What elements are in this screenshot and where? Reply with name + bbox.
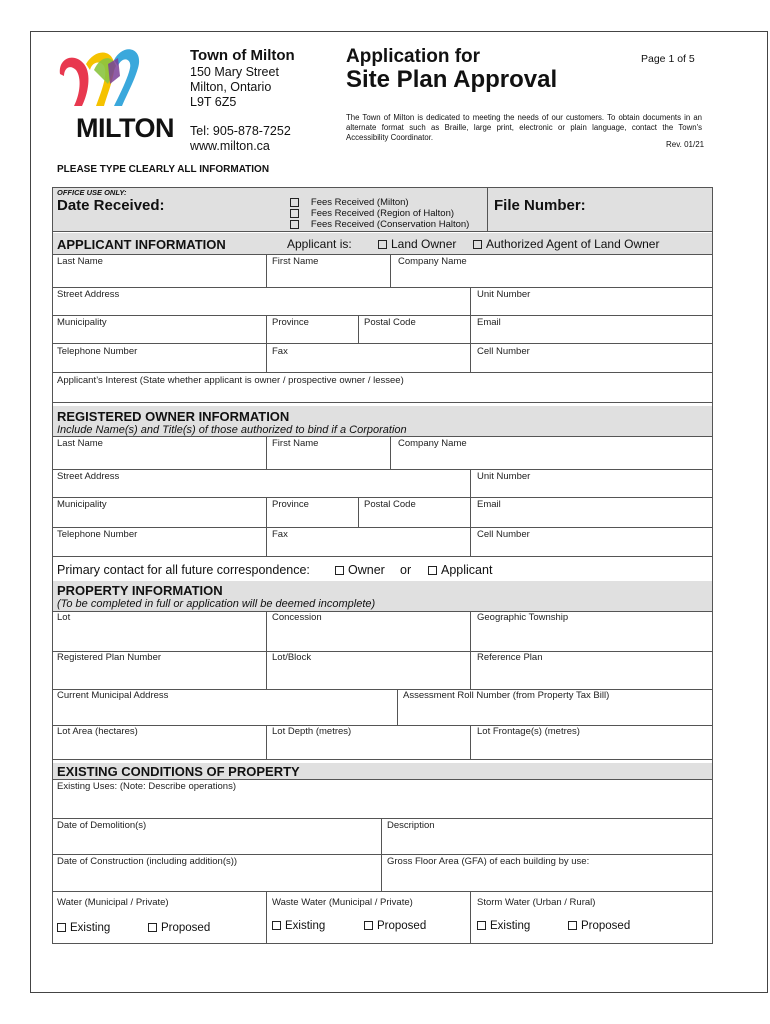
owner-street-field[interactable]: Street Address xyxy=(57,471,120,482)
water-proposed-option[interactable]: Proposed xyxy=(148,922,210,934)
roll-number-field[interactable]: Assessment Roll Number (from Property Tax Bill) xyxy=(403,690,610,701)
contact-applicant-option[interactable]: Applicant xyxy=(428,563,492,577)
owner-cell-field[interactable]: Cell Number xyxy=(477,529,530,540)
owner-title: REGISTERED OWNER INFORMATION xyxy=(57,409,290,424)
office-use-label: OFFICE USE ONLY: xyxy=(57,188,127,197)
water-existing-option[interactable]: Existing xyxy=(57,922,110,934)
owner-telephone-field[interactable]: Telephone Number xyxy=(57,529,138,540)
lot-block-field[interactable]: Lot/Block xyxy=(272,652,312,663)
applicant-is-label: Applicant is: xyxy=(287,237,352,251)
revision: Rev. 01/21 xyxy=(666,140,705,149)
description-field[interactable]: Description xyxy=(387,820,435,831)
contact-owner-option[interactable]: Owner xyxy=(335,563,385,577)
fax-field[interactable]: Fax xyxy=(272,346,288,357)
demolition-date-field[interactable]: Date of Demolition(s) xyxy=(57,820,147,831)
applicant-interest-field[interactable]: Applicant’s Interest (State whether applicant is owner / prospective owner / lessee) xyxy=(57,375,404,386)
lot-area-field[interactable]: Lot Area (hectares) xyxy=(57,726,138,737)
lot-field[interactable]: Lot xyxy=(57,612,71,623)
postal-code-field[interactable]: Postal Code xyxy=(364,317,416,328)
page-number: Page 1 of 5 xyxy=(641,53,695,65)
storm-water-label: Storm Water (Urban / Rural) xyxy=(477,897,596,908)
reference-plan-field[interactable]: Reference Plan xyxy=(477,652,543,663)
checkbox-icon xyxy=(290,198,299,207)
waste-existing-option[interactable]: Existing xyxy=(272,920,325,932)
checkbox-icon xyxy=(148,923,157,932)
postal-code: L9T 6Z5 xyxy=(190,95,237,109)
first-name-field[interactable]: First Name xyxy=(272,256,319,267)
checkbox-icon xyxy=(290,220,299,229)
owner-note: Include Name(s) and Title(s) of those authorized to bind if a Corporation xyxy=(57,424,407,436)
email-field[interactable]: Email xyxy=(477,317,501,328)
fees-conservation[interactable]: Fees Received (Conservation Halton) xyxy=(290,219,469,230)
type-clearly-note: PLEASE TYPE CLEARLY ALL INFORMATION xyxy=(57,164,270,175)
title-line-1: Application for xyxy=(346,46,481,67)
street-address-field[interactable]: Street Address xyxy=(57,289,120,300)
phone: Tel: 905-878-7252 xyxy=(190,124,291,138)
checkbox-icon xyxy=(568,921,577,930)
existing-uses-field[interactable]: Existing Uses: (Note: Describe operations) xyxy=(57,781,236,792)
last-name-field[interactable]: Last Name xyxy=(57,256,103,267)
milton-logo-icon xyxy=(52,44,182,116)
address-line-1: 150 Mary Street xyxy=(190,65,279,79)
org-name: Town of Milton xyxy=(190,47,295,64)
owner-first-name-field[interactable]: First Name xyxy=(272,438,319,449)
primary-contact-label: Primary contact for all future correspondence: xyxy=(57,563,310,577)
owner-unit-field[interactable]: Unit Number xyxy=(477,471,531,482)
lot-depth-field[interactable]: Lot Depth (metres) xyxy=(272,726,352,737)
or-label: or xyxy=(400,563,412,577)
website[interactable]: www.milton.ca xyxy=(190,139,270,153)
applicant-title: APPLICANT INFORMATION xyxy=(57,237,226,252)
municipal-address-field[interactable]: Current Municipal Address xyxy=(57,690,169,701)
fees-region[interactable]: Fees Received (Region of Halton) xyxy=(290,208,454,219)
checkbox-icon xyxy=(335,566,344,575)
existing-title: EXISTING CONDITIONS OF PROPERTY xyxy=(57,764,300,779)
checkbox-icon xyxy=(290,209,299,218)
property-note: (To be completed in full or application will be deemed incomplete) xyxy=(57,598,376,610)
registered-plan-field[interactable]: Registered Plan Number xyxy=(57,652,162,663)
water-label: Water (Municipal / Private) xyxy=(57,897,169,908)
gfa-field[interactable]: Gross Floor Area (GFA) of each building by use: xyxy=(387,856,590,867)
municipality-field[interactable]: Municipality xyxy=(57,317,107,328)
property-title: PROPERTY INFORMATION xyxy=(57,583,223,598)
owner-postal-field[interactable]: Postal Code xyxy=(364,499,416,510)
checkbox-icon xyxy=(364,921,373,930)
storm-proposed-option[interactable]: Proposed xyxy=(568,920,630,932)
land-owner-option[interactable]: Land Owner xyxy=(378,237,456,251)
checkbox-icon xyxy=(272,921,281,930)
storm-existing-option[interactable]: Existing xyxy=(477,920,530,932)
owner-email-field[interactable]: Email xyxy=(477,499,501,510)
waste-proposed-option[interactable]: Proposed xyxy=(364,920,426,932)
agent-option[interactable]: Authorized Agent of Land Owner xyxy=(473,237,659,251)
telephone-field[interactable]: Telephone Number xyxy=(57,346,138,357)
owner-company-field[interactable]: Company Name xyxy=(398,438,467,449)
checkbox-icon xyxy=(477,921,486,930)
fees-milton[interactable]: Fees Received (Milton) xyxy=(290,197,409,208)
owner-last-name-field[interactable]: Last Name xyxy=(57,438,103,449)
cell-number-field[interactable]: Cell Number xyxy=(477,346,530,357)
waste-water-label: Waste Water (Municipal / Private) xyxy=(272,897,413,908)
date-received-label: Date Received: xyxy=(57,197,165,214)
checkbox-icon xyxy=(473,240,482,249)
owner-province-field[interactable]: Province xyxy=(272,499,309,510)
owner-fax-field[interactable]: Fax xyxy=(272,529,288,540)
checkbox-icon xyxy=(428,566,437,575)
lot-frontage-field[interactable]: Lot Frontage(s) (metres) xyxy=(477,726,580,737)
province-field[interactable]: Province xyxy=(272,317,309,328)
form-page xyxy=(30,31,768,993)
accessibility-notice: The Town of Milton is dedicated to meeting the needs of our customers. To obtain documents in an alternate format such as Braille, large print, electronic or plain language, contact the Town's Accessibility Coordinator. xyxy=(346,113,702,142)
checkbox-icon xyxy=(57,923,66,932)
owner-municipality-field[interactable]: Municipality xyxy=(57,499,107,510)
file-number-label: File Number: xyxy=(494,197,586,214)
unit-number-field[interactable]: Unit Number xyxy=(477,289,531,300)
township-field[interactable]: Geographic Township xyxy=(477,612,569,623)
checkbox-icon xyxy=(378,240,387,249)
company-name-field[interactable]: Company Name xyxy=(398,256,467,267)
logo-text: MILTON xyxy=(76,113,174,143)
concession-field[interactable]: Concession xyxy=(272,612,322,623)
page-title: Site Plan Approval xyxy=(346,66,558,93)
construction-date-field[interactable]: Date of Construction (including addition(s)) xyxy=(57,856,238,867)
address-line-2: Milton, Ontario xyxy=(190,80,272,94)
